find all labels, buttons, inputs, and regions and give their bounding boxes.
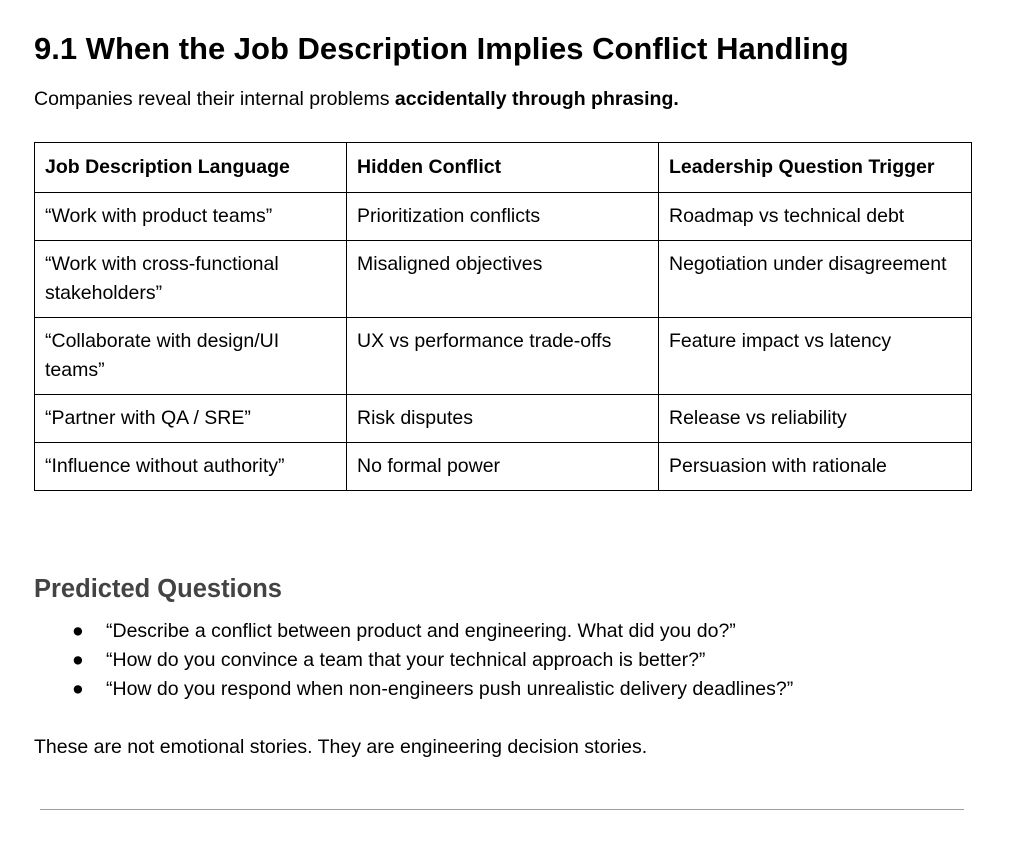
job-language-cell: “Work with cross-functional stakeholders” (35, 241, 347, 318)
question-trigger-cell: Release vs reliability (659, 395, 972, 443)
predicted-questions-list (34, 617, 793, 704)
job-language-cell: “Collaborate with design/UI teams” (35, 318, 347, 395)
list-item (34, 675, 793, 704)
header-hidden-conflict: Hidden Conflict (347, 143, 659, 193)
table-header-row (35, 143, 972, 193)
question-trigger-cell: Persuasion with rationale (659, 443, 972, 491)
question-trigger-cell: Roadmap vs technical debt (659, 193, 972, 241)
bullet-icon: ● (72, 678, 84, 700)
job-language-cell: “Partner with QA / SRE” (35, 395, 347, 443)
question-text: “Describe a conflict between product and engineering. What did you do?” (106, 620, 736, 642)
question-text: “How do you respond when non-engineers push unrealistic delivery deadlines?” (106, 678, 794, 700)
question-trigger-cell: Negotiation under disagreement (659, 241, 972, 318)
table-row (35, 193, 972, 241)
hidden-conflict-cell: Risk disputes (347, 395, 659, 443)
hidden-conflict-cell: UX vs performance trade-offs (347, 318, 659, 395)
table-row (35, 395, 972, 443)
header-leadership-question-trigger: Leadership Question Trigger (659, 143, 972, 193)
header-job-description-language: Job Description Language (35, 143, 347, 193)
table-row (35, 241, 972, 318)
hidden-conflict-cell: Misaligned objectives (347, 241, 659, 318)
bullet-icon: ● (72, 649, 84, 671)
intro-emphasis: accidentally through phrasing. (394, 88, 679, 110)
closing-paragraph: These are not emotional stories. They are engineering decision stories. (34, 736, 648, 758)
bullet-icon: ● (72, 620, 84, 642)
intro-paragraph (34, 86, 679, 112)
hidden-conflict-cell: No formal power (347, 443, 659, 491)
question-trigger-cell: Feature impact vs latency (659, 318, 972, 395)
list-item (34, 617, 793, 646)
section-heading: 9.1 When the Job Description Implies Conflict Handling (34, 31, 849, 66)
question-text: “How do you convince a team that your technical approach is better?” (106, 649, 706, 671)
job-language-cell: “Influence without authority” (35, 443, 347, 491)
list-item (34, 646, 793, 675)
conflict-table (34, 142, 972, 491)
horizontal-divider (40, 809, 964, 810)
table-row (35, 318, 972, 395)
job-language-cell: “Work with product teams” (35, 193, 347, 241)
hidden-conflict-cell: Prioritization conflicts (347, 193, 659, 241)
intro-text: Companies reveal their internal problems (34, 88, 395, 110)
table-row (35, 443, 972, 491)
predicted-questions-heading: Predicted Questions (34, 575, 282, 603)
